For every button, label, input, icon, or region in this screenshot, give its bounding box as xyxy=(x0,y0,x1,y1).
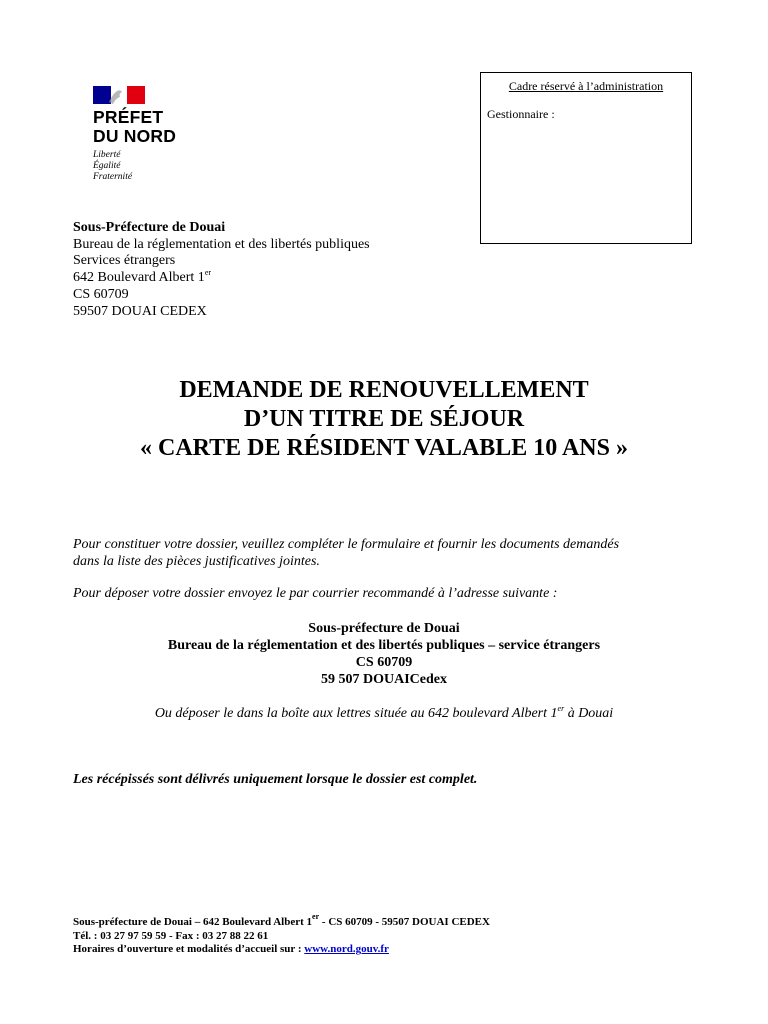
footer-line-1 xyxy=(73,912,490,930)
address-street: 642 Boulevard Albert 1 xyxy=(73,270,205,286)
intro-line-1: Pour constituer votre dossier, veuillez compléter le formulaire et fournir les documents demandés xyxy=(73,537,620,552)
motto-liberte: Liberté xyxy=(93,150,121,160)
alt-prefix: Ou déposer le dans la boîte aux lettres située au 642 boulevard Albert 1 xyxy=(154,706,558,721)
title-line-1: DEMANDE DE RENOUVELLEMENT xyxy=(179,377,589,403)
gestionnaire-label: Gestionnaire : xyxy=(487,107,555,121)
address-street-line xyxy=(73,270,370,287)
recepisse-notice: Les récépissés sont délivrés uniquement lorsque le dossier est complet. xyxy=(73,772,478,787)
admin-reserved-box xyxy=(480,72,692,244)
mailbox-alternative xyxy=(0,705,768,722)
prefet-du-nord-logo xyxy=(93,86,223,183)
alt-sup: er xyxy=(557,704,565,713)
marianne-flag-icon xyxy=(93,86,145,104)
intro-line-2: dans la liste des pièces justificatives jointes. xyxy=(73,553,320,569)
motto-egalite: Égalité xyxy=(93,161,121,171)
address-bureau: Bureau de la réglementation et des libertés publiques xyxy=(73,236,370,252)
logo-line-du-nord: DU NORD xyxy=(93,126,177,146)
motto-fraternite: Fraternité xyxy=(93,172,133,182)
destination-address xyxy=(0,620,768,688)
alt-suffix: à Douai xyxy=(564,706,614,721)
address-city: 59507 DOUAI CEDEX xyxy=(73,303,207,319)
address-street-sup: er xyxy=(204,268,212,278)
address-name: Sous-Préfecture de Douai xyxy=(73,220,226,235)
footer-line-2: Tél. : 03 27 97 59 59 - Fax : 03 27 88 22 61 xyxy=(73,929,269,942)
title-line-2: D’UN TITRE DE SÉJOUR xyxy=(243,406,525,432)
republic-motto xyxy=(93,150,223,183)
document-title xyxy=(0,376,768,463)
footer-line-3-prefix: Horaires d’ouverture et modalités d’accueil sur : xyxy=(73,943,305,956)
footer-line-1-prefix: Sous-préfecture de Douai – 642 Boulevard Albert 1 xyxy=(73,916,313,928)
dest-bureau: Bureau de la réglementation et des libertés publiques – service étrangers xyxy=(167,638,601,653)
website-link[interactable]: www.nord.gouv.fr xyxy=(304,943,389,956)
page-footer xyxy=(73,912,490,957)
sender-address xyxy=(73,220,370,320)
intro-paragraph xyxy=(73,537,693,571)
dest-city: 59 507 DOUAICedex xyxy=(321,672,447,687)
footer-line-1-suffix: - CS 60709 - 59507 DOUAI CEDEX xyxy=(319,916,490,928)
title-line-3: « CARTE DE RÉSIDENT VALABLE 10 ANS » xyxy=(140,435,628,461)
address-cs: CS 60709 xyxy=(73,286,129,302)
dest-name: Sous-préfecture de Douai xyxy=(308,621,460,636)
footer-line-3 xyxy=(73,943,490,957)
deposit-instruction: Pour déposer votre dossier envoyez le par courrier recommandé à l’adresse suivante : xyxy=(73,586,558,601)
admin-box-title: Cadre réservé à l’administration xyxy=(508,79,664,93)
logo-line-prefet: PRÉFET xyxy=(93,107,164,127)
address-service: Services étrangers xyxy=(73,253,176,269)
footer-line-1-sup: er xyxy=(312,912,320,921)
dest-cs: CS 60709 xyxy=(355,655,413,670)
